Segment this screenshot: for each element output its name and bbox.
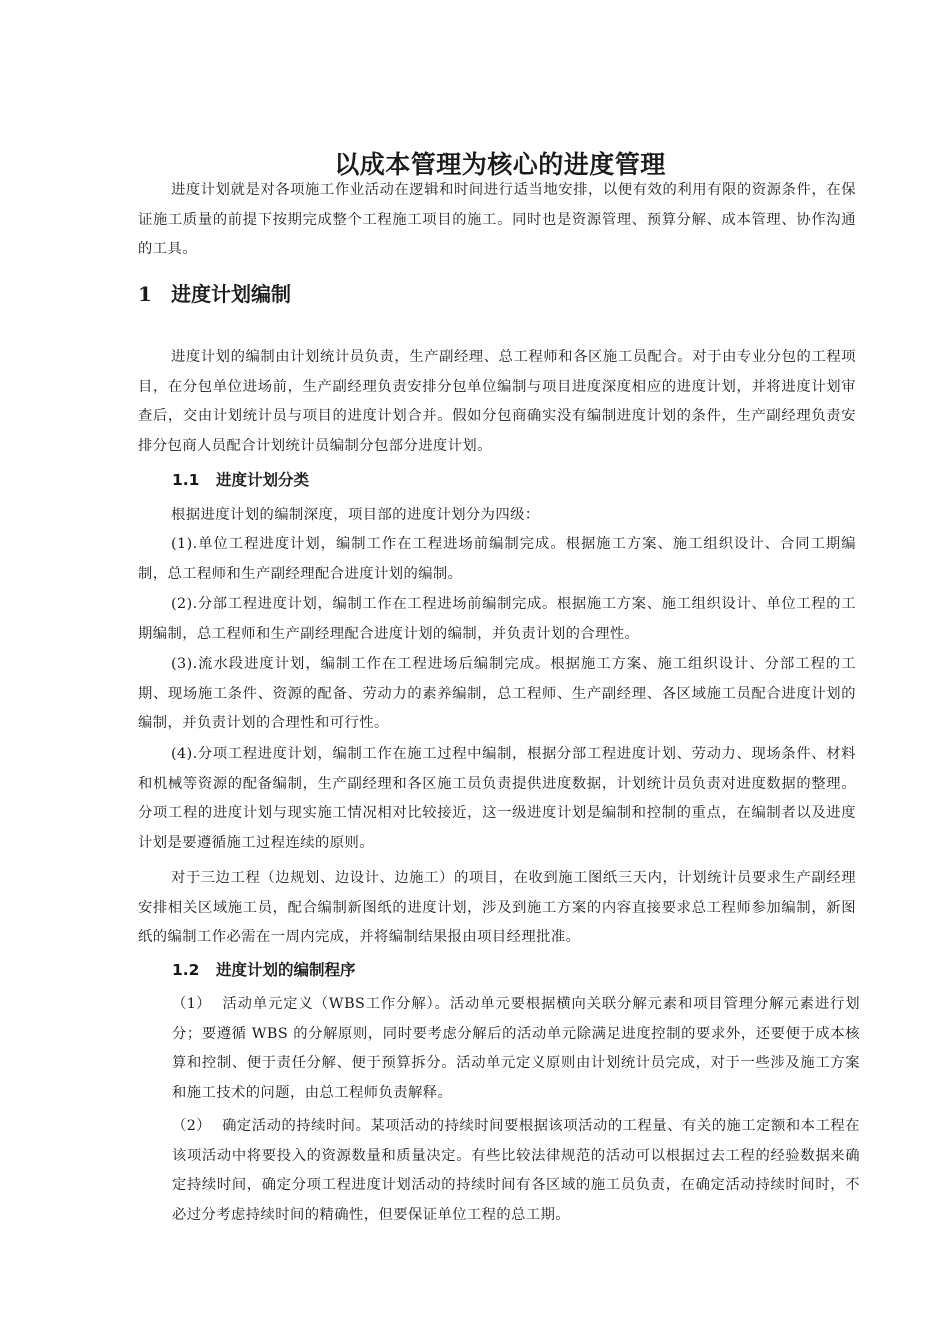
three-sides-paragraph: 对于三边工程（边规划、边设计、边施工）的项目，在收到施工图纸三天内，计划统计员要求生产副经理安排相关区域施工员，配合编制新图纸的进度计划，涉及到施工方案的内容直接要求总工程师参加编制，新图纸的编制工作必需在一周内完成，并将编制结果报由项目经理批准。 bbox=[138, 870, 856, 945]
section-number: 1 bbox=[138, 282, 152, 306]
intro-paragraph: 进度计划就是对各项施工作业活动在逻辑和时间进行适当地安排，以便有效的利用有限的资源条件，在保证施工质量的前提下按期完成整个工程施工项目的施工。同时也是资源管理、预算分解、成本管理、协作沟通的工具。 bbox=[138, 182, 856, 257]
classification-lead: 根据进度计划的编制深度，项目部的进度计划分为四级： bbox=[171, 507, 540, 523]
section-title: 进度计划的编制程序 bbox=[216, 961, 356, 979]
classification-item-3: (3).流水段进度计划，编制工作在工程进场后编制完成。根据施工方案、施工组织设计、分部工程的工期、现场施工条件、资源的配备、劳动力的素养编制，总工程师、生产副经理、各区域施工员配合进度计划的编制，并负责计划的合理性和可行性。 bbox=[138, 656, 856, 731]
classification-item-1: (1).单位工程进度计划，编制工作在工程进场前编制完成。根据施工方案、施工组织设计、合同工期编制，总工程师和生产副经理配合进度计划的编制。 bbox=[138, 536, 856, 582]
procedure-item-1 bbox=[172, 990, 860, 1108]
list-marker: （2） bbox=[172, 1118, 212, 1134]
list-item-text: 活动单元定义（WBS工作分解）。活动单元要根据横向关联分解元素和项目管理分解元素进行划分；要遵循 WBS 的分解原则，同时要考虑分解后的活动单元除满足进度控制的要求外，还要便于成本核算和控制、便于责任分解、便于预算拆分。活动单元定义原则由计划统计员完成，对于一些涉及施工方案和施工技术的问题，由总工程师负责解释。 bbox=[172, 996, 860, 1101]
document-title: 以成本管理为核心的进度管理 bbox=[334, 149, 666, 179]
classification-item-2: (2).分部工程进度计划，编制工作在工程进场前编制完成。根据施工方案、施工组织设计、单位工程的工期编制，总工程师和生产副经理配合进度计划的编制，并负责计划的合理性。 bbox=[138, 596, 856, 642]
section-1-body: 进度计划的编制由计划统计员负责，生产副经理、总工程师和各区施工员配合。对于由专业分包的工程项目，在分包单位进场前，生产副经理负责安排分包单位编制与项目进度深度相应的进度计划，并将进度计划审查后，交由计划统计员与项目的进度计划合并。假如分包商确实没有编制进度计划的条件，生产副经理负责安排分包商人员配合计划统计员编制分包部分进度计划。 bbox=[138, 349, 856, 454]
section-1-2-heading bbox=[172, 957, 356, 983]
procedure-item-2 bbox=[172, 1112, 860, 1230]
list-item-text: 确定活动的持续时间。某项活动的持续时间要根据该项活动的工程量、有关的施工定额和本工程在该项活动中将要投入的资源数量和质量决定。有些比较法律规范的活动可以根据过去工程的经验数据来确定持续时间，确定分项工程进度计划活动的持续时间有各区域的施工员负责，在确定活动持续时间时，不必过分考虑持续时间的精确性，但要保证单位工程的总工期。 bbox=[172, 1118, 860, 1223]
section-title: 进度计划编制 bbox=[171, 282, 291, 306]
classification-item-4: (4).分项工程进度计划，编制工作在施工过程中编制，根据分部工程进度计划、劳动力、现场条件、材料和机械等资源的配备编制，生产副经理和各区施工员负责提供进度数据，计划统计员负责对进度数据的整理。分项工程的进度计划与现实施工情况相对比较接近，这一级进度计划是编制和控制的重点，在编制者以及进度计划是要遵循施工过程连续的原则。 bbox=[138, 746, 856, 851]
section-number: 1.1 bbox=[172, 471, 200, 489]
section-1-1-heading bbox=[172, 467, 309, 493]
list-marker: （1） bbox=[172, 996, 212, 1012]
section-1-heading bbox=[138, 278, 291, 310]
section-number: 1.2 bbox=[172, 961, 200, 979]
section-title: 进度计划分类 bbox=[216, 471, 310, 489]
